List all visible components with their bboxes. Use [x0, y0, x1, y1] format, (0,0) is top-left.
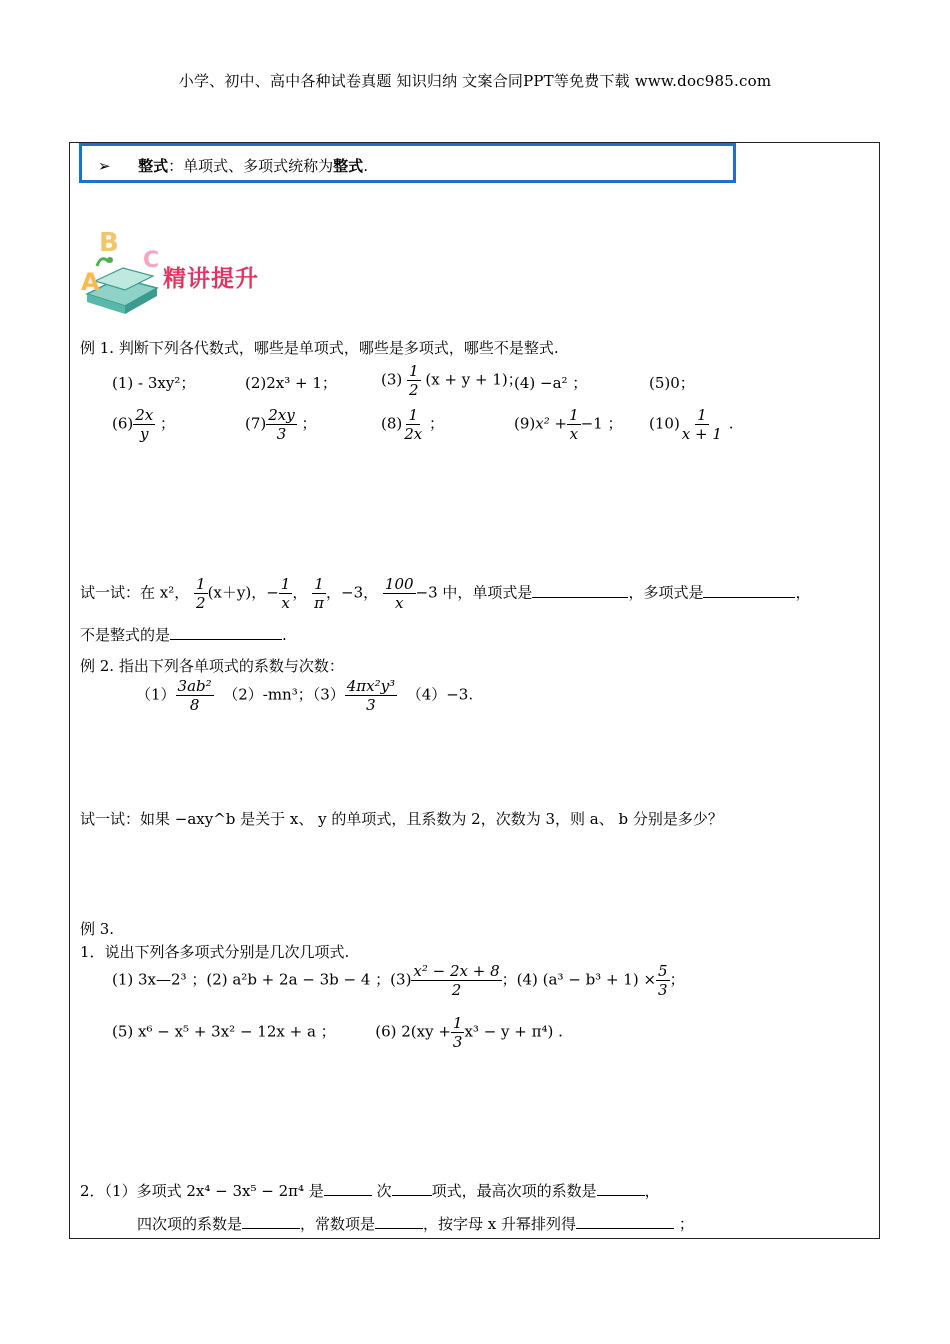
frac-den: y [140, 425, 149, 443]
ex1-item7: (7) $\frac{2xy}{3}$ ； [245, 406, 317, 443]
answer-blank[interactable] [597, 1181, 645, 1196]
ex1-item8: (8) $\frac{1}{2x}$ ； [381, 406, 445, 443]
section-logo [79, 226, 279, 316]
q2-text: 项式，最高次项的系数是 [431, 1182, 597, 1200]
fraction [176, 677, 214, 714]
frac-num: 3ab² [177, 677, 212, 695]
fraction [402, 406, 424, 443]
ex1-item3-rest: (x + y + 1)； [425, 370, 523, 389]
ex1-item1: (1) - 3xy²； [112, 374, 196, 392]
frac-den: 3 [452, 1033, 463, 1051]
answer-blank[interactable] [392, 1181, 432, 1196]
try1-sep: ，−3， [326, 583, 379, 602]
q2-text: ，常数项是 [300, 1215, 376, 1233]
ex1-item9-post: −1 ； [580, 414, 623, 433]
logo-letter-a: A [81, 268, 100, 296]
definition-text: ：单项式、多项式统称为 [168, 157, 334, 175]
ex1-item6: (6) $\frac{2x}{y}$ ； [112, 406, 176, 443]
frac-den: x [281, 594, 290, 612]
fraction [266, 406, 296, 443]
frac-num: 1 [280, 575, 291, 593]
example3-q1: 1．说出下列各多项式分别是几次几项式. [80, 943, 350, 961]
try1-line2-text: 不是整式的是 [80, 626, 171, 644]
frac-num: 1 [408, 406, 419, 424]
ex3-item4-end: ； [669, 970, 685, 989]
frac-num: 1 [697, 406, 707, 424]
fraction [680, 406, 724, 443]
fraction [345, 677, 397, 714]
example2-items [136, 677, 473, 714]
fraction [451, 1014, 465, 1051]
try1-mid: ，多项式是 [628, 583, 704, 602]
ex1-item3 [381, 362, 523, 399]
answer-blank[interactable] [324, 1181, 372, 1196]
frac-den: 3 [658, 981, 668, 999]
frac-den: x + 1 [681, 425, 722, 443]
q2-text: ， [644, 1182, 660, 1200]
definition-box [79, 143, 736, 183]
arrow-icon: ➢ [98, 157, 111, 175]
example2-title: 例 2. 指出下列各单项式的系数与次数： [80, 657, 344, 675]
answer-blank[interactable] [242, 1214, 300, 1229]
fraction [279, 575, 293, 612]
ex1-item10-label: (10) [649, 414, 680, 433]
ex2-item2: （2）-mn³；（3） [223, 685, 345, 704]
frac-den: 3 [276, 425, 287, 443]
ex1-item5: (5)0； [649, 374, 695, 392]
frac-num: 5 [658, 962, 668, 980]
answer-blank[interactable] [532, 583, 628, 598]
frac-num: 2x [135, 406, 154, 424]
fraction [383, 575, 416, 612]
ex2-item1-label: （1） [136, 685, 176, 704]
ex3-item6: (6) 2(xy + [375, 1022, 451, 1041]
example1-title: 例 1. 判断下列各代数式，哪些是单项式，哪些是多项式，哪些不是整式. [80, 339, 559, 357]
ex1-item9 [514, 406, 623, 443]
definition-term: 整式 [138, 157, 169, 175]
fraction [656, 962, 670, 999]
ex2-item4: （4）−3. [406, 685, 474, 704]
try1-line1 [80, 575, 810, 612]
try2: 试一试：如果 −axy^b 是关于 x、 y 的单项式，且系数为 2，次数为 3，则 a、 b 分别是多少？ [80, 810, 723, 828]
ex1-item6-label: (6) [112, 414, 134, 433]
frac-num: 2xy [268, 406, 295, 424]
try1-sep: ， [292, 583, 308, 602]
answer-blank[interactable] [170, 625, 282, 640]
frac-den: 2 [451, 981, 462, 999]
q2-text: 2．（1）多项式 2x⁴ − 3x⁵ − 2π⁴ 是 [80, 1182, 324, 1200]
ex1-item2: (2)2x³ + 1； [245, 374, 337, 392]
ex3-q2-line1 [80, 1180, 660, 1201]
ex1-item8-label: (8) [381, 414, 403, 433]
section-title: 精讲提升 [163, 266, 259, 292]
frac-num: 1 [409, 362, 419, 380]
example3-title: 例 3. [80, 920, 115, 938]
ex1-item3-label: (3) [381, 370, 403, 389]
frac-den: x [569, 425, 579, 443]
fraction [567, 406, 581, 443]
frac-num: 1 [569, 406, 579, 424]
frac-num: 1 [314, 575, 324, 593]
fraction [194, 575, 208, 612]
try1-f1-rest: (x＋y)，− [207, 583, 279, 602]
ex1-item7-label: (7) [245, 414, 267, 433]
frac-num: x² − 2x + 8 [413, 962, 500, 980]
logo-letter-c: C [143, 248, 160, 273]
frac-den: 8 [189, 696, 200, 714]
ex1-item10-post: . [728, 414, 734, 433]
frac-num: 1 [196, 575, 206, 593]
frac-den: 2x [404, 425, 423, 443]
try1-lead: 试一试：在 x²， [80, 583, 190, 602]
frac-den: 2 [196, 594, 206, 612]
q2-text: 四次项的系数是 [137, 1215, 243, 1233]
ex3-row1 [112, 962, 685, 999]
try1-tail: −3 中，单项式是 [415, 583, 533, 602]
fraction [407, 362, 421, 399]
q2-text: 次 [376, 1182, 392, 1200]
ex3-q2-line2 [137, 1213, 694, 1234]
fraction [133, 406, 155, 443]
frac-den: x [394, 594, 404, 612]
ex1-item10 [649, 406, 733, 443]
frac-num: 100 [384, 575, 414, 593]
try1-end: ， [795, 583, 811, 602]
frac-den: 3 [366, 696, 376, 714]
ex1-item9-pre: x² + [535, 414, 568, 433]
try1-line2-end: . [282, 626, 287, 644]
frac-num: 4πx²y³ [346, 677, 396, 695]
definition-term2: 整式 [333, 157, 364, 175]
q2-text: ； [678, 1215, 694, 1233]
ex1-item9-label: (9) [514, 414, 536, 433]
ex1-item4: (4) −a² ； [514, 374, 588, 392]
answer-blank[interactable] [576, 1214, 674, 1229]
ex3-row2 [112, 1014, 563, 1051]
answer-blank[interactable] [375, 1214, 423, 1229]
frac-den: π [314, 594, 324, 612]
fraction [411, 962, 501, 999]
fraction [312, 575, 326, 612]
ex3-item4: ；(4) (a³ − b³ + 1) × [501, 970, 657, 989]
ex3-items-1-3: (1) 3x—2³ ；(2) a²b + 2a − 3b − 4 ；(3) [112, 970, 412, 989]
answer-blank[interactable] [703, 583, 795, 598]
ex3-item6-end: x³ − y + π⁴) . [464, 1022, 563, 1041]
logo-letter-b: B [99, 228, 119, 258]
frac-den: 2 [409, 381, 419, 399]
try1-line2 [80, 624, 287, 645]
q2-text: ，按字母 x 升幂排列得 [423, 1215, 577, 1233]
ex3-item5: (5) x⁶ − x⁵ + 3x² − 12x + a ； [112, 1022, 336, 1041]
page-header: 小学、初中、高中各种试卷真题 知识归纳 文案合同PPT等免费下载 www.doc985.com [178, 72, 772, 90]
definition-end: . [363, 157, 368, 175]
frac-num: 1 [452, 1014, 463, 1032]
